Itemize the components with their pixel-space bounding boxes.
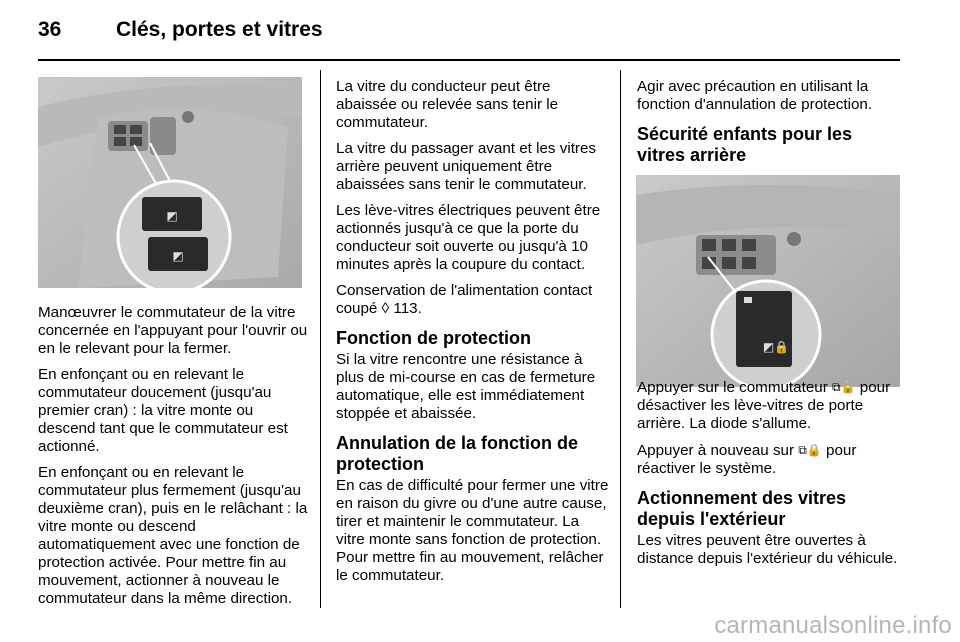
section-heading: Sécurité enfants pour les vitres arrière (637, 124, 853, 165)
child-lock-switch-icon: ⧉🔒 (832, 380, 856, 394)
column-divider-2 (620, 70, 621, 608)
page-reference-icon: ◊ (381, 300, 390, 317)
paragraph: Agir avec précaution en utilisant la fonction d'annulation de protection. (637, 78, 873, 113)
header-rule (38, 59, 900, 61)
paragraph: Manœuvrer le commutateur de la vitre concernée en l'appuyant pour l'ouvrir ou en le relevant pour la fermer. (38, 304, 308, 357)
paragraph-text: Conservation de l'alimentation contact coupé (336, 282, 593, 317)
paragraph: En enfonçant ou en relevant le commutateur doucement (jusqu'au premier cran) : la vitre monte ou descend tant que le commutateur est actionné. (38, 366, 288, 455)
watermark: carmanualsonline.info (714, 612, 952, 639)
paragraph: En cas de difficulté pour fermer une vitre en raison du givre ou d'une autre cause, tirer et maintenir le commutateur. La vitre monte sans fonction de protection. Pour mettre fin au mouvement, relâcher le commutateur. (336, 477, 609, 584)
page-title: Clés, portes et vitres (116, 18, 323, 41)
paragraph: La vitre du passager avant et les vitres arrière peuvent uniquement être abaissées sans tenir le commutateur. (336, 140, 597, 193)
section-heading: Annulation de la fonction de protection (336, 433, 578, 474)
paragraph: Si la vitre rencontre une résistance à plus de mi-course en cas de fermeture automatique, elle est immédiatement stoppée et abaissée. (336, 351, 596, 422)
paragraph (637, 378, 903, 433)
paragraph: En enfonçant ou en relevant le commutateur plus fermement (jusqu'au deuxième cran), puis en le relâchant : la vitre monte ou descend automatiquement avec une fonction de protection activée. Pour mettre fin au mouvement, actionner à nouveau le commutateur dans la même direction. (38, 464, 308, 607)
svg-text:◩: ◩ (166, 209, 178, 223)
child-lock-switch-icon: ⧉🔒 (798, 443, 822, 457)
window-switch-illustration (38, 77, 302, 288)
column-3 (637, 78, 903, 576)
paragraph-text: pour réactiver le système. (637, 442, 857, 477)
section-heading: Fonction de protection (336, 328, 531, 348)
paragraph-text: pour désactiver les lève-vitres de porte arrière. La diode s'allume. (637, 379, 891, 432)
svg-text:◩: ◩ (172, 249, 184, 263)
column-divider-1 (320, 70, 321, 608)
paragraph (637, 441, 903, 478)
section-heading: Actionnement des vitres depuis l'extérieur (637, 488, 847, 529)
paragraph: Les vitres peuvent être ouvertes à distance depuis l'extérieur du véhicule. (637, 532, 898, 567)
column-2 (336, 78, 610, 593)
page-reference-link[interactable]: 113. (393, 300, 422, 317)
svg-text:◩🔒: ◩🔒 (762, 340, 790, 354)
page-number: 36 (38, 18, 62, 41)
paragraph: Les lève-vitres électriques peuvent être actionnés jusqu'à ce que la porte du conducteur soit ouverte ou jusqu'à 10 minutes après la coupure du contact. (336, 202, 601, 273)
paragraph-text: Appuyer à nouveau sur (637, 442, 795, 459)
paragraph-text: Appuyer sur le commutateur (637, 379, 828, 396)
paragraph (336, 282, 610, 318)
paragraph: La vitre du conducteur peut être abaissée ou relevée sans tenir le commutateur. (336, 78, 559, 131)
column-1 (38, 304, 308, 616)
